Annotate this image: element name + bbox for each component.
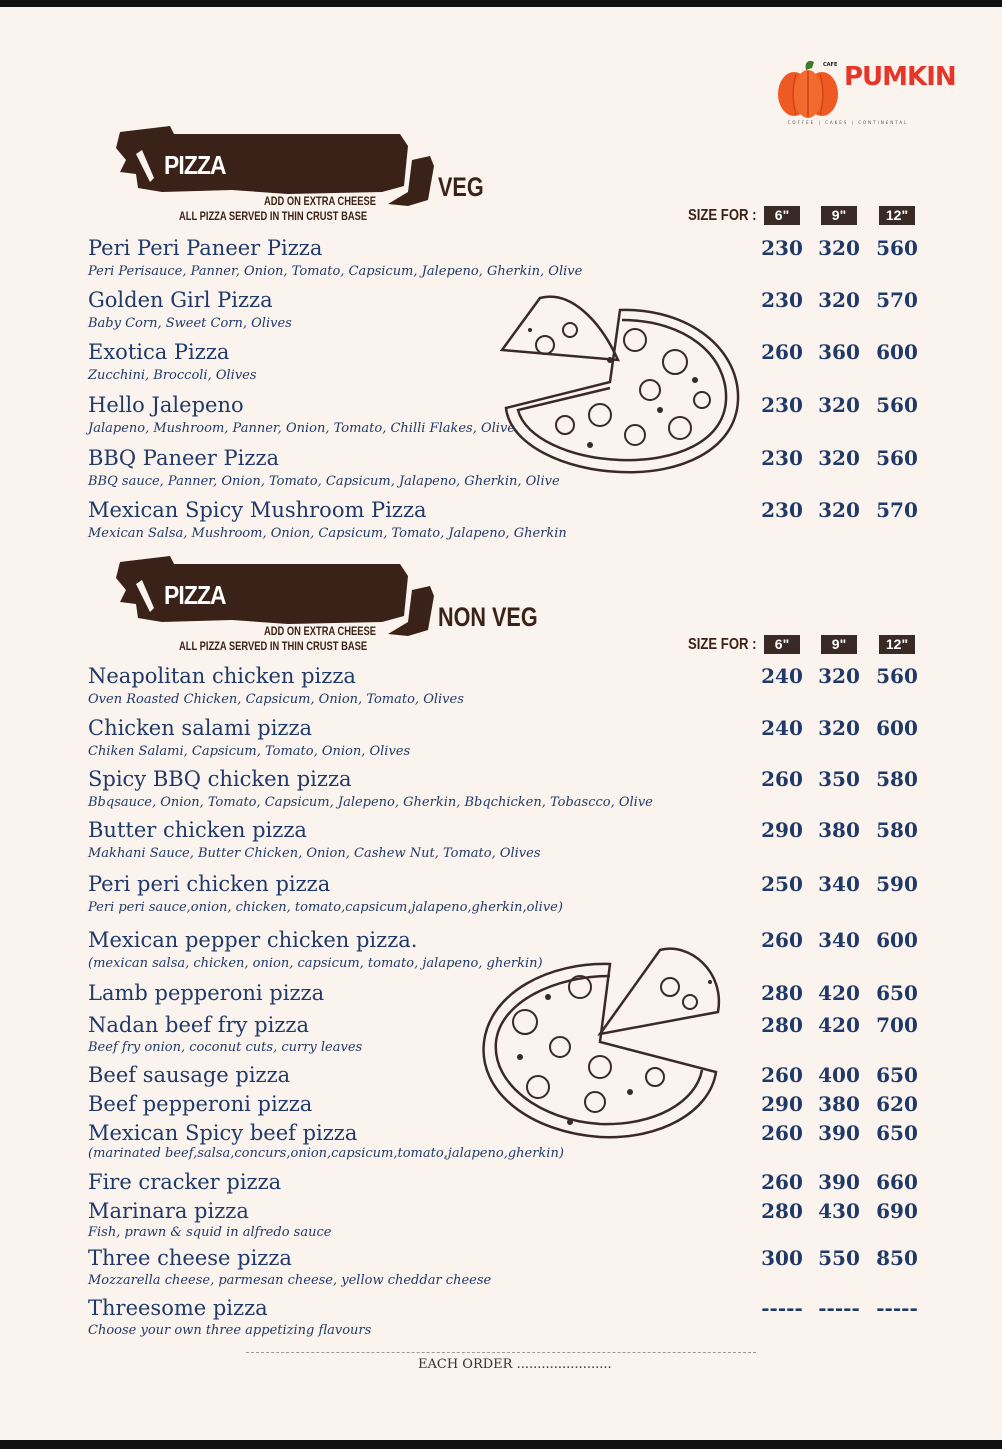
price-12: 650 bbox=[876, 1121, 918, 1145]
item-desc: (marinated beef,salsa,concurs,onion,capsicum,tomato,jalapeno,gherkin) bbox=[88, 1146, 564, 1161]
item-desc: Peri Perisauce, Panner, Onion, Tomato, Capsicum, Jalepeno, Gherkin, Olive bbox=[88, 264, 583, 279]
price-6: 240 bbox=[761, 664, 803, 688]
price-6: 290 bbox=[761, 1092, 803, 1116]
price-6: 290 bbox=[761, 818, 803, 842]
price-12: 570 bbox=[876, 498, 918, 522]
price-12: 580 bbox=[876, 767, 918, 791]
price-6: 280 bbox=[761, 1199, 803, 1223]
price-9: ----- bbox=[818, 1296, 860, 1320]
price-9: 340 bbox=[818, 928, 860, 952]
price-9: 320 bbox=[818, 393, 860, 417]
nonveg-section-banner bbox=[112, 550, 542, 665]
nonveg-crust-note: ALL PIZZA SERVED IN THIN CRUST BASE bbox=[179, 639, 368, 653]
price-12: 600 bbox=[876, 340, 918, 364]
item-desc: (mexican salsa, chicken, onion, capsicum, tomato, jalapeno, gherkin) bbox=[88, 956, 543, 971]
veg-addon-note: ADD ON EXTRA CHEESE bbox=[264, 194, 376, 208]
price-12: 650 bbox=[876, 1063, 918, 1087]
item-name: Mexican Spicy Mushroom Pizza bbox=[88, 498, 427, 522]
item-name: Beef sausage pizza bbox=[88, 1063, 291, 1087]
price-12: 650 bbox=[876, 981, 918, 1005]
price-6: 280 bbox=[761, 981, 803, 1005]
item-name: Marinara pizza bbox=[88, 1199, 249, 1223]
footer-note: EACH ORDER ....................... bbox=[418, 1357, 612, 1372]
item-name: Mexican pepper chicken pizza. bbox=[88, 928, 418, 952]
item-name: BBQ Paneer Pizza bbox=[88, 446, 280, 470]
price-12: 600 bbox=[876, 716, 918, 740]
veg-banner-title: PIZZA bbox=[164, 150, 226, 180]
price-9: 390 bbox=[818, 1170, 860, 1194]
price-6: 300 bbox=[761, 1246, 803, 1270]
item-desc: Peri peri sauce,onion, chicken, tomato,capsicum,jalapeno,gherkin,olive) bbox=[88, 900, 563, 915]
price-6: 260 bbox=[761, 1063, 803, 1087]
veg-size-12: 12" bbox=[879, 206, 915, 225]
price-6: 260 bbox=[761, 1121, 803, 1145]
price-6: 250 bbox=[761, 872, 803, 896]
price-9: 430 bbox=[818, 1199, 860, 1223]
price-6: 230 bbox=[761, 288, 803, 312]
item-desc: Makhani Sauce, Butter Chicken, Onion, Cashew Nut, Tomato, Olives bbox=[88, 846, 541, 861]
price-9: 360 bbox=[818, 340, 860, 364]
item-name: Exotica Pizza bbox=[88, 340, 230, 364]
price-6: 260 bbox=[761, 928, 803, 952]
item-name: Lamb pepperoni pizza bbox=[88, 981, 325, 1005]
item-desc: Fish, prawn & squid in alfredo sauce bbox=[88, 1225, 332, 1240]
item-name: Nadan beef fry pizza bbox=[88, 1013, 309, 1037]
price-6: 230 bbox=[761, 498, 803, 522]
price-9: 320 bbox=[818, 288, 860, 312]
item-name: Spicy BBQ chicken pizza bbox=[88, 767, 352, 791]
price-6: 230 bbox=[761, 393, 803, 417]
logo-brand-name: PUMKIN bbox=[844, 62, 956, 92]
price-9: 420 bbox=[818, 981, 860, 1005]
item-desc: Mexican Salsa, Mushroom, Onion, Capsicum, Tomato, Jalapeno, Gherkin bbox=[88, 526, 567, 541]
logo-cafe-text: CAFE bbox=[823, 62, 838, 68]
price-6: 230 bbox=[761, 236, 803, 260]
nonveg-size-label: SIZE FOR : bbox=[688, 636, 757, 653]
price-9: 380 bbox=[818, 1092, 860, 1116]
price-9: 390 bbox=[818, 1121, 860, 1145]
price-12: 660 bbox=[876, 1170, 918, 1194]
price-6: 230 bbox=[761, 446, 803, 470]
price-12: 600 bbox=[876, 928, 918, 952]
footer-divider bbox=[246, 1352, 756, 1353]
price-12: ----- bbox=[876, 1296, 918, 1320]
price-6: 260 bbox=[761, 340, 803, 364]
price-6: 240 bbox=[761, 716, 803, 740]
price-9: 350 bbox=[818, 767, 860, 791]
price-12: 690 bbox=[876, 1199, 918, 1223]
nonveg-size-9: 9" bbox=[821, 635, 857, 654]
price-12: 560 bbox=[876, 446, 918, 470]
price-6: 260 bbox=[761, 767, 803, 791]
price-9: 420 bbox=[818, 1013, 860, 1037]
item-desc: Jalapeno, Mushroom, Panner, Onion, Tomato, Chilli Flakes, Olive bbox=[88, 421, 516, 436]
nonveg-banner-title: PIZZA bbox=[164, 580, 226, 610]
price-12: 850 bbox=[876, 1246, 918, 1270]
price-9: 320 bbox=[818, 716, 860, 740]
veg-section-banner bbox=[112, 120, 542, 235]
nonveg-size-12: 12" bbox=[879, 635, 915, 654]
price-12: 570 bbox=[876, 288, 918, 312]
bottom-border bbox=[0, 1440, 1002, 1449]
item-desc: BBQ sauce, Panner, Onion, Tomato, Capsicum, Jalapeno, Gherkin, Olive bbox=[88, 474, 560, 489]
item-name: Threesome pizza bbox=[88, 1296, 268, 1320]
price-6: ----- bbox=[761, 1296, 803, 1320]
price-12: 580 bbox=[876, 818, 918, 842]
item-name: Hello Jalepeno bbox=[88, 393, 244, 417]
price-9: 400 bbox=[818, 1063, 860, 1087]
price-12: 560 bbox=[876, 664, 918, 688]
veg-size-9: 9" bbox=[821, 206, 857, 225]
item-name: Peri Peri Paneer Pizza bbox=[88, 236, 323, 260]
price-9: 380 bbox=[818, 818, 860, 842]
price-9: 320 bbox=[818, 446, 860, 470]
veg-size-label: SIZE FOR : bbox=[688, 207, 757, 224]
nonveg-section-title: NON VEG bbox=[438, 602, 538, 632]
price-12: 560 bbox=[876, 393, 918, 417]
price-9: 320 bbox=[818, 498, 860, 522]
price-9: 320 bbox=[818, 664, 860, 688]
item-name: Neapolitan chicken pizza bbox=[88, 664, 356, 688]
nonveg-addon-note: ADD ON EXTRA CHEESE bbox=[264, 624, 376, 638]
veg-size-6: 6" bbox=[764, 206, 800, 225]
price-12: 700 bbox=[876, 1013, 918, 1037]
top-border bbox=[0, 0, 1002, 7]
item-name: Butter chicken pizza bbox=[88, 818, 307, 842]
price-12: 620 bbox=[876, 1092, 918, 1116]
item-name: Mexican Spicy beef pizza bbox=[88, 1121, 358, 1145]
price-9: 550 bbox=[818, 1246, 860, 1270]
item-desc: Chiken Salami, Capsicum, Tomato, Onion, Olives bbox=[88, 744, 411, 759]
item-name: Golden Girl Pizza bbox=[88, 288, 273, 312]
item-desc: Beef fry onion, coconut cuts, curry leaves bbox=[88, 1040, 363, 1055]
item-desc: Choose your own three appetizing flavours bbox=[88, 1323, 372, 1338]
price-6: 280 bbox=[761, 1013, 803, 1037]
item-desc: Zucchini, Broccoli, Olives bbox=[88, 368, 257, 383]
item-name: Chicken salami pizza bbox=[88, 716, 313, 740]
logo-tagline: COFFEE | CAKES | CONTINENTAL bbox=[787, 120, 909, 125]
item-name: Peri peri chicken pizza bbox=[88, 872, 331, 896]
item-name: Fire cracker pizza bbox=[88, 1170, 282, 1194]
item-desc: Baby Corn, Sweet Corn, Olives bbox=[88, 316, 292, 331]
price-9: 340 bbox=[818, 872, 860, 896]
pizza-illustration-icon bbox=[470, 290, 770, 490]
price-12: 560 bbox=[876, 236, 918, 260]
item-desc: Bbqsauce, Onion, Tomato, Capsicum, Jalepeno, Gherkin, Bbqchicken, Tobascco, Olive bbox=[88, 795, 653, 810]
price-6: 260 bbox=[761, 1170, 803, 1194]
price-9: 320 bbox=[818, 236, 860, 260]
item-name: Three cheese pizza bbox=[88, 1246, 292, 1270]
nonveg-size-6: 6" bbox=[764, 635, 800, 654]
cafe-pumkin-logo bbox=[776, 58, 956, 130]
price-12: 590 bbox=[876, 872, 918, 896]
item-name: Beef pepperoni pizza bbox=[88, 1092, 313, 1116]
pizza-illustration-icon bbox=[460, 942, 760, 1147]
item-desc: Oven Roasted Chicken, Capsicum, Onion, Tomato, Olives bbox=[88, 692, 464, 707]
item-desc: Mozzarella cheese, parmesan cheese, yellow cheddar cheese bbox=[88, 1273, 492, 1288]
veg-crust-note: ALL PIZZA SERVED IN THIN CRUST BASE bbox=[179, 209, 368, 223]
veg-section-title: VEG bbox=[438, 172, 484, 202]
